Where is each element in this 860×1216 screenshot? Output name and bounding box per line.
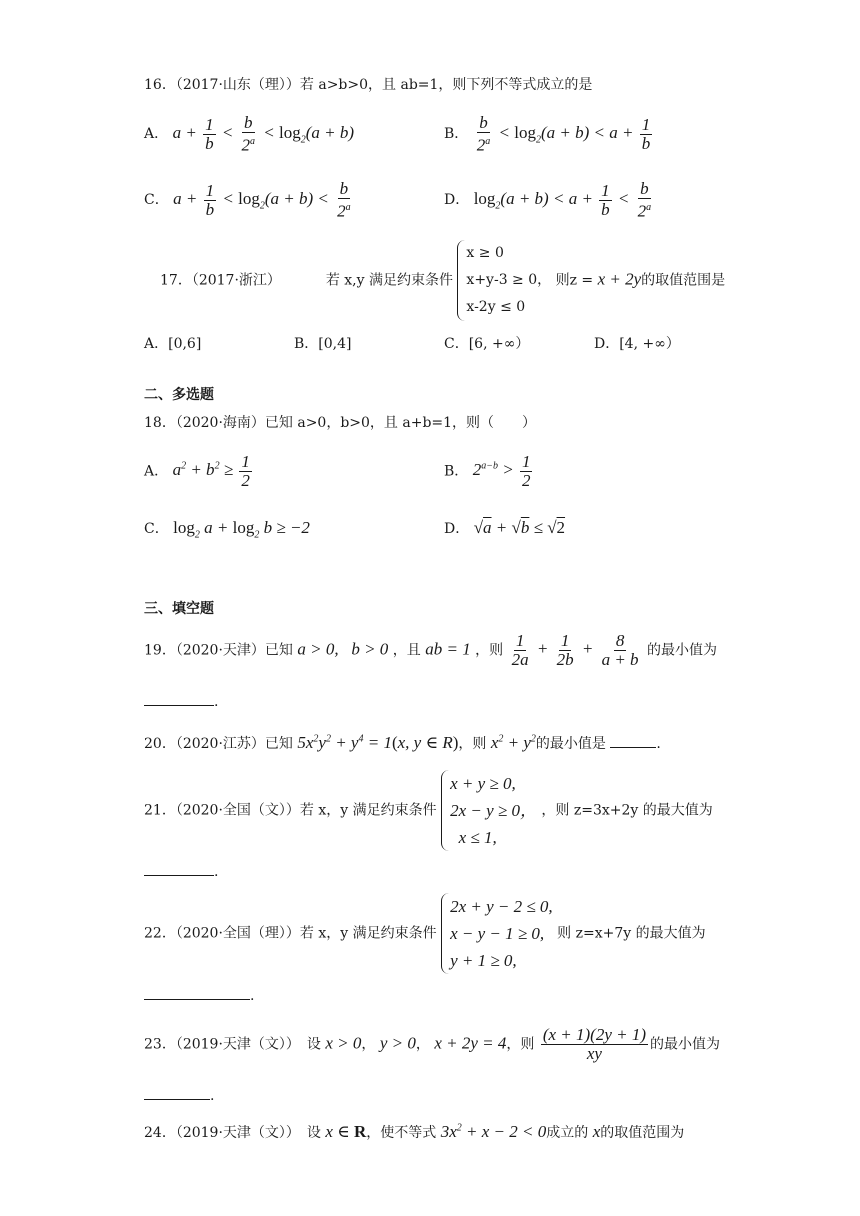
q17-constraints: x ≥ 0 x+y-3 ≥ 0， x-2y ≤ 0 — [457, 240, 551, 321]
section-multiple-choice: 二、多选题 — [144, 387, 214, 403]
q16-option-b[interactable]: B． $\frac{b}{2^a}$ < $\log_2(a + b) < a$ + $\frac{1}{b}$ — [444, 113, 651, 155]
q22-constraints: 2x + y − 2 ≤ 0, x − y − 1 ≥ 0, y + 1 ≥ 0, — [441, 893, 553, 974]
q23-stem: 23．（2019·天津（文）） 设 x > 0， y > 0， x + 2y = 4，则 $\frac{(x + 1)(2y + 1)}{xy}$ 的最小值为 — [144, 1025, 721, 1063]
q18-stem: 18．（2020·海南）已知 a>0，b>0，且 a+b=1，则（ ） — [144, 415, 537, 431]
q20-answer-blank[interactable] — [610, 747, 656, 748]
q18-option-a[interactable]: A． $a^2 + b^2$ ≥ $\frac{1}{2}$ — [144, 452, 250, 490]
q20-stem: 20．（2020·江苏）已知 $5x^2y^2 + y^4 = 1(x$, y ∈ R)，则 $x^2 + y^2$的最小值是 . — [144, 733, 661, 752]
q21-constraints: x + y ≥ 0, 2x − y ≥ 0， x ≤ 1, — [441, 770, 537, 851]
q16-option-c[interactable]: C． a + $\frac{1}{b}$ < $\log_2(a + b)$ < $\frac{b}{2^a}$ — [144, 179, 351, 221]
q24-stem: 24．（2019·天津（文）） 设 x ∈ R，使不等式 $3x^2 + x - 2 < 0$成立的 x的取值范围为 — [144, 1122, 685, 1141]
q18-option-b[interactable]: B． $2^{a-b}$ > $\frac{1}{2}$ — [444, 452, 531, 490]
q19-answer-blank[interactable]: . — [144, 694, 218, 710]
q16-stem: 16．（2017·山东（理））若 a>b>0，且 ab=1，则下列不等式成立的是 — [144, 77, 593, 93]
q16-option-d[interactable]: D． $\log_2(a + b) < a$ + $\frac{1}{b}$ < $\frac{b}{2^a}$ — [444, 179, 652, 221]
q17-option-c[interactable]: C．[6, +∞） — [444, 336, 530, 352]
q21-stem: 21．（2020·全国（文））若 x，y 满足约束条件 x + y ≥ 0, 2x − y ≥ 0， x ≤ 1, ，则 z=3x+2y 的最大值为 — [144, 770, 713, 851]
q23-answer-blank[interactable]: . — [144, 1088, 214, 1104]
q22-answer-blank[interactable]: . — [144, 988, 254, 1004]
q18-option-c[interactable]: C． $\log_2 a + \log_2 b \ge -2$ — [144, 518, 310, 541]
q18-option-d[interactable]: D． √a + √b ≤ √2 — [444, 518, 566, 537]
q17-stem: 17．（2017·浙江） 若 x,y 满足约束条件 x ≥ 0 x+y-3 ≥ 0， x-2y ≤ 0 则z = x + 2y的取值范围是 — [160, 240, 725, 321]
q17-option-d[interactable]: D．[4, +∞） — [594, 336, 680, 352]
q22-stem: 22．（2020·全国（理））若 x，y 满足约束条件 2x + y − 2 ≤ 0, x − y − 1 ≥ 0, y + 1 ≥ 0, 则 z=x+7y 的最大值为 — [144, 893, 706, 974]
q16-option-a[interactable]: A． a + $\frac{1}{b}$ < $\frac{b}{2^a}$ < $\log_2(a + b)$ — [144, 113, 355, 155]
q17-option-b[interactable]: B．[0,4] — [294, 336, 352, 352]
q17-option-a[interactable]: A．[0,6] — [144, 336, 202, 352]
section-fill-in: 三、填空题 — [144, 601, 214, 617]
q21-answer-blank[interactable]: . — [144, 864, 218, 880]
q19-stem: 19．（2020·天津）已知 a > 0, b > 0 ，且 ab = 1 ，则 $\frac{1}{2a}$ + $\frac{1}{2b}$ + $\frac{8}{a + b}$ 的最小值为 — [144, 631, 718, 669]
